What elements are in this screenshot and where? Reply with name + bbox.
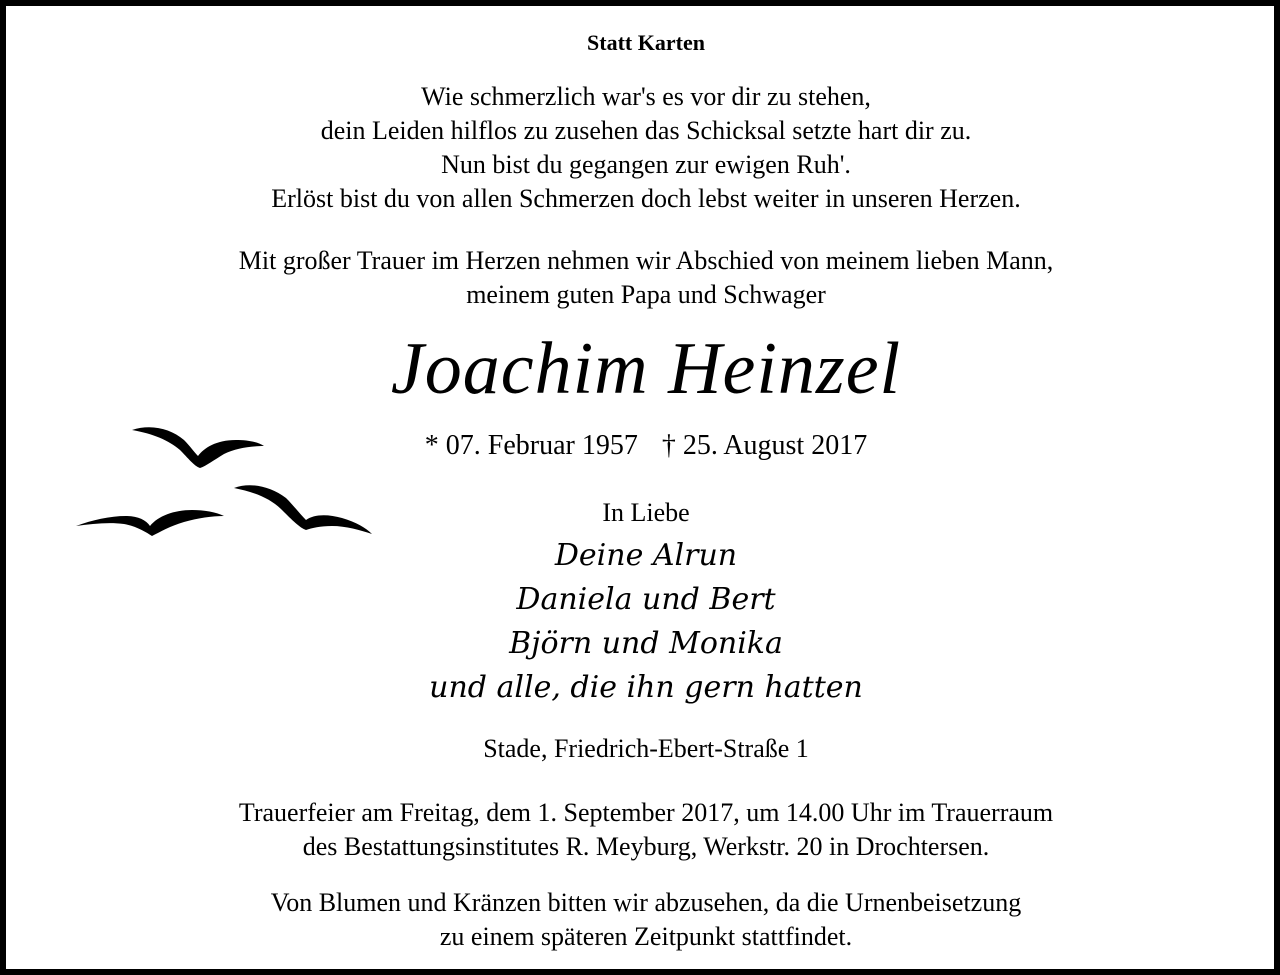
mourner-name: Deine Alrun [554, 538, 738, 573]
death-date: † 25. August 2017 [661, 430, 868, 461]
poem-line: dein Leiden hilflos zu zusehen das Schicksal setzte hart dir zu. [320, 116, 972, 145]
header-title: Statt Karten [587, 30, 705, 55]
poem-line: Erlöst bist du von allen Schmerzen doch lebst weiter in unseren Herzen. [271, 184, 1021, 213]
intro-line: Mit großer Trauer im Herzen nehmen wir Abschied von meinem lieben Mann, [238, 246, 1054, 275]
intro-text [6, 244, 1280, 312]
closing-note [6, 886, 1280, 954]
intro-line: meinem guten Papa und Schwager [466, 280, 826, 309]
mourner-name: und alle, die ihn gern hatten [429, 670, 863, 705]
life-dates [6, 430, 1280, 462]
service-line: Trauerfeier am Freitag, dem 1. September 2017, um 14.00 Uhr im Trauerraum [238, 798, 1054, 827]
birth-date: * 07. Februar 1957 [424, 430, 638, 461]
note-line: Von Blumen und Kränzen bitten wir abzusehen, da die Urnenbeisetzung [270, 888, 1022, 917]
address: Stade, Friedrich-Ebert-Straße 1 [483, 734, 809, 763]
poem-line: Wie schmerzlich war's es vor dir zu stehen, [421, 82, 871, 111]
note-line: zu einem späteren Zeitpunkt stattfindet. [439, 922, 853, 951]
mourner-name: Daniela und Bert [516, 582, 776, 617]
mourners-list [6, 534, 1280, 710]
poem-line: Nun bist du gegangen zur ewigen Ruh'. [441, 150, 851, 179]
service-line: des Bestattungsinstitutes R. Meyburg, Werkstr. 20 in Drochtersen. [302, 832, 990, 861]
mourner-name: Björn und Monika [509, 626, 783, 661]
deceased-name: Joachim Heinzel [390, 328, 902, 410]
mourners-intro: In Liebe [602, 498, 690, 527]
service-info [6, 796, 1280, 864]
poem [6, 80, 1280, 216]
